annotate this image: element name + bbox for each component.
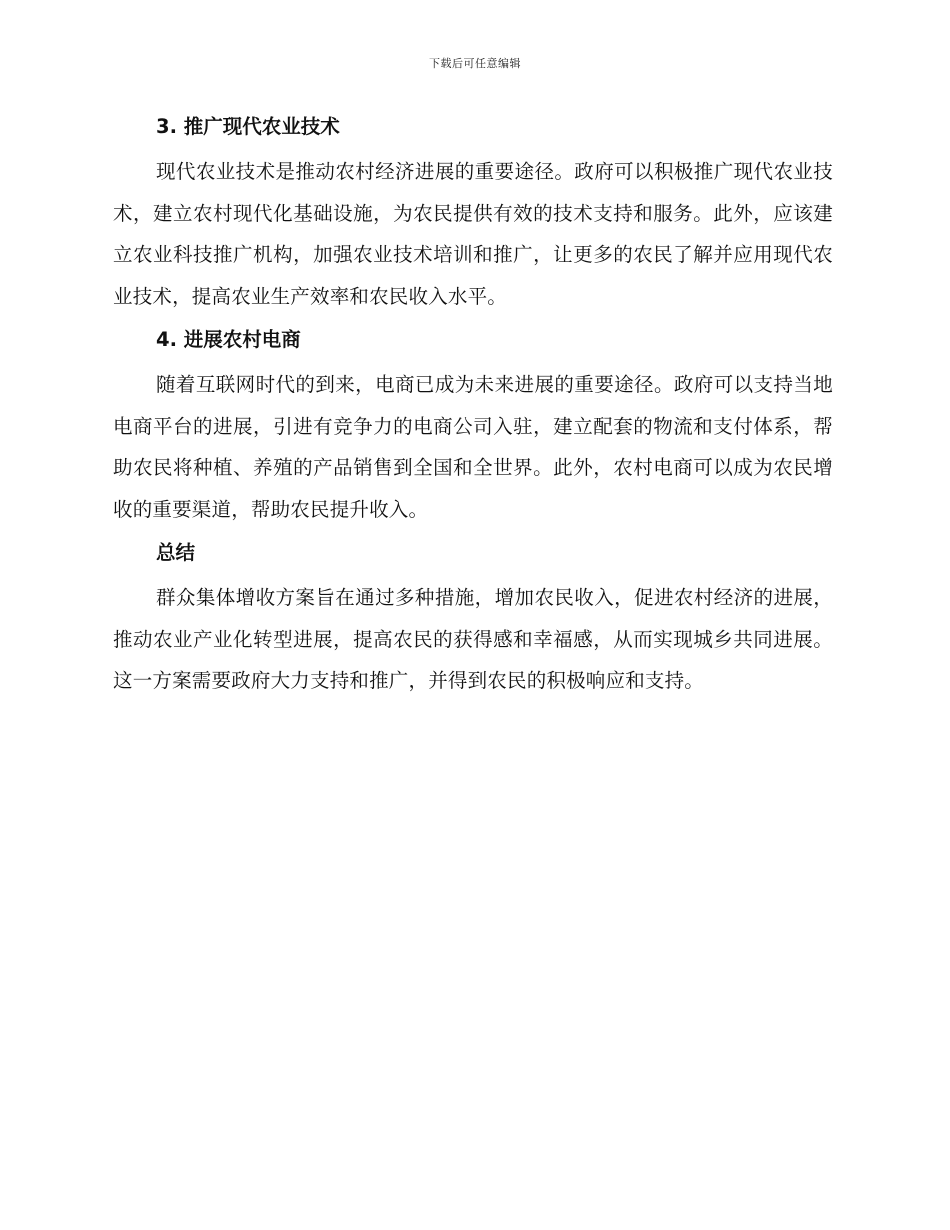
section-heading: 4. 进展农村电商 — [156, 328, 301, 351]
page-header: 下载后可任意编辑 — [429, 57, 521, 70]
section-heading: 3. 推广现代农业技术 — [156, 115, 340, 138]
section-summary — [113, 536, 833, 702]
section-agri-tech — [113, 110, 833, 317]
section-paragraph: 群众集体增收方案旨在通过多种措施，增加农民收入，促进农村经济的进展，推动农业产业化转型进展，提高农民的获得感和幸福感，从而实现城乡共同进展。这一方案需要政府大力支持和推广，并得到农民的积极响应和支持。 — [113, 586, 833, 692]
document-body — [113, 110, 833, 708]
section-paragraph: 现代农业技术是推动农村经济进展的重要途径。政府可以积极推广现代农业技术，建立农村现代化基础设施，为农民提供有效的技术支持和服务。此外，应该建立农业科技推广机构，加强农业技术培训和推广，让更多的农民了解并应用现代农业技术，提高农业生产效率和农民收入水平。 — [113, 160, 833, 308]
section-paragraph: 随着互联网时代的到来，电商已成为未来进展的重要途径。政府可以支持当地电商平台的进展，引进有竞争力的电商公司入驻，建立配套的物流和支付体系，帮助农民将种植、养殖的产品销售到全国和全世界。此外，农村电商可以成为农民增收的重要渠道，帮助农民提升收入。 — [113, 373, 833, 521]
section-rural-ecommerce — [113, 323, 833, 530]
section-heading: 总结 — [156, 541, 196, 564]
